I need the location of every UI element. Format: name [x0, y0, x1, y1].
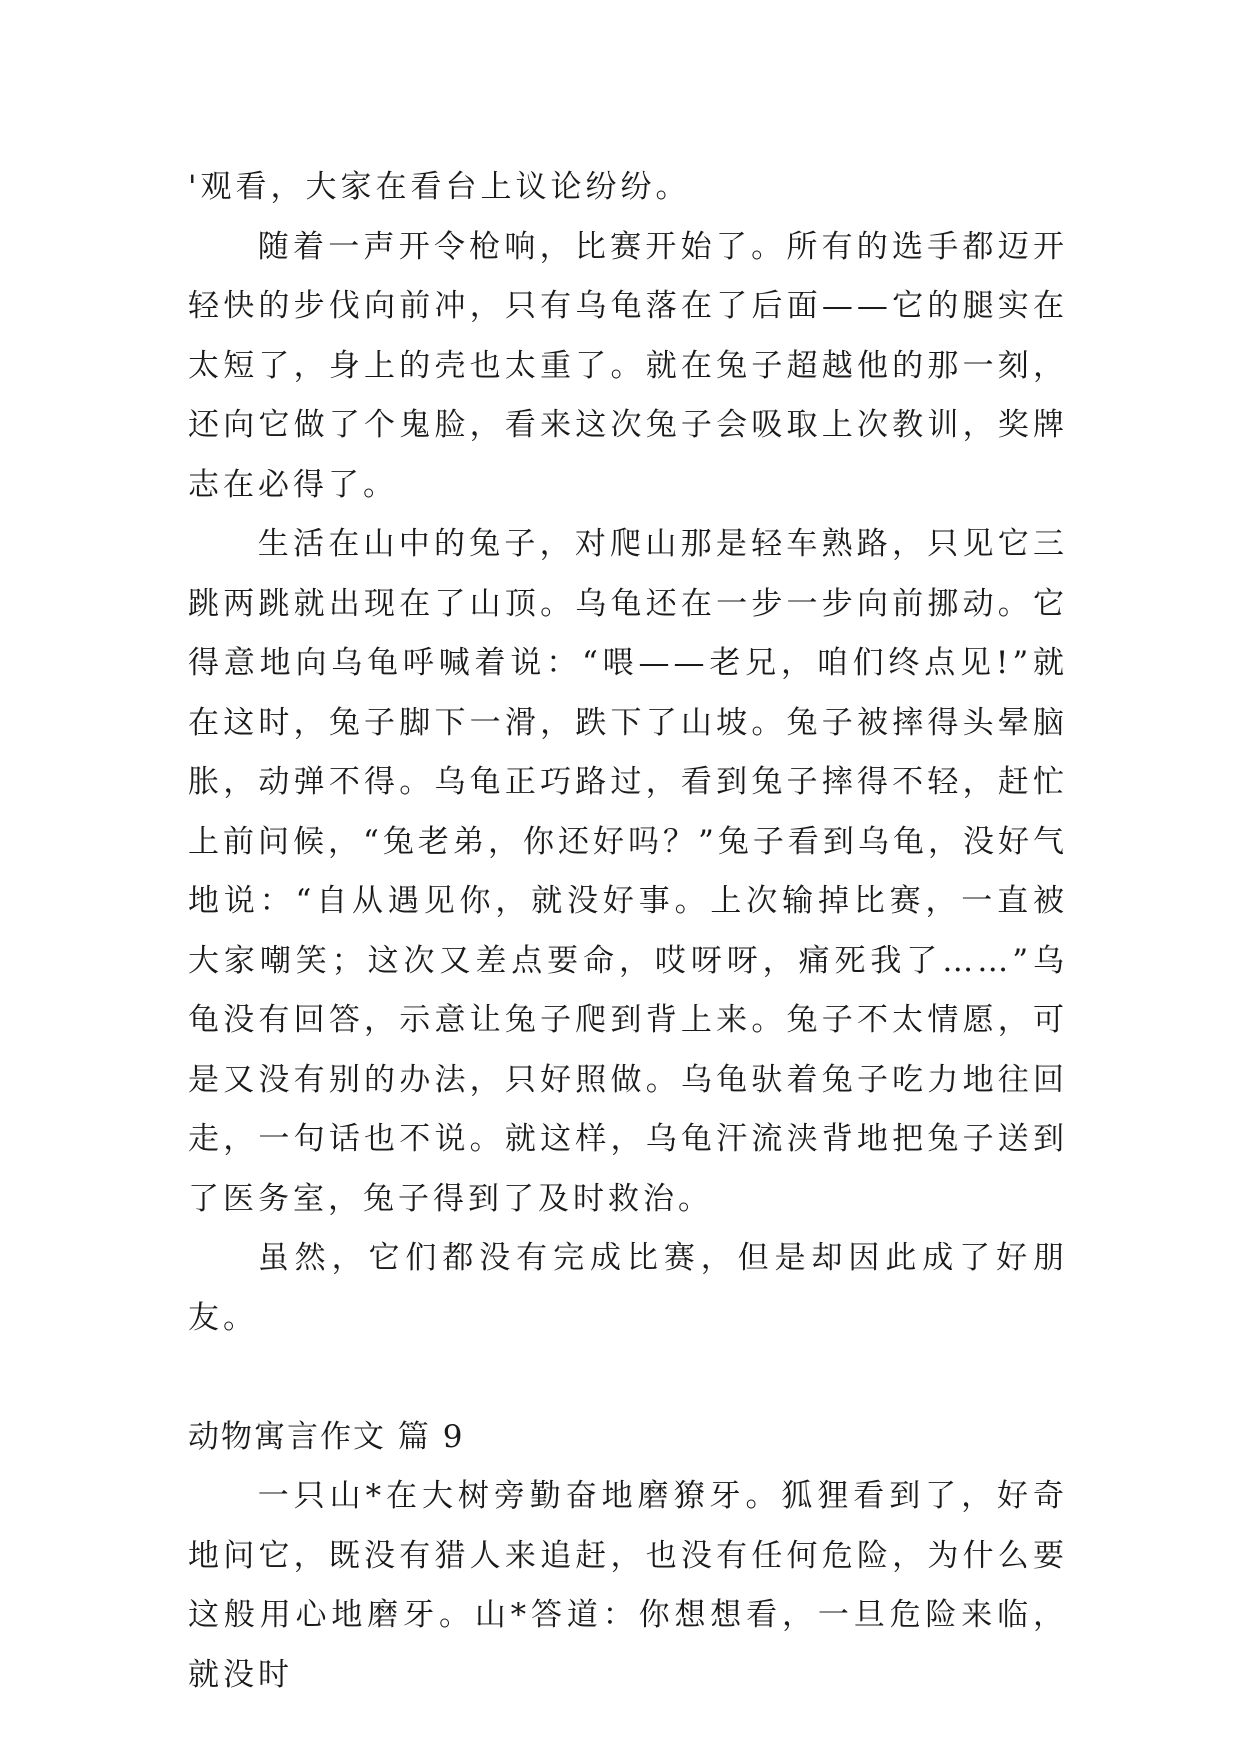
- document-body: [188, 158, 1068, 1705]
- paragraph-continuation: '观看，大家在看台上议论纷纷。: [188, 169, 691, 205]
- paragraph-boar-story: 一只山*在大树旁勤奋地磨獠牙。狐狸看到了，好奇地问它，既没有猎人来追赶，也没有任何危险，为什么要这般用心地磨牙。山*答道：你想想看，一旦危险来临，就没时: [188, 1478, 1068, 1693]
- section-heading: 动物寓言作文 篇 9: [188, 1418, 465, 1455]
- paragraph-friendship: 虽然，它们都没有完成比赛，但是却因此成了好朋友。: [188, 1240, 1068, 1336]
- paragraph-rabbit-fall: 生活在山中的兔子，对爬山那是轻车熟路，只见它三跳两跳就出现在了山顶。乌龟还在一步一步向前挪动。它得意地向乌龟呼喊着说：“喂——老兄，咱们终点见!”就在这时，兔子脚下一滑，跌下了山坡。兔子被摔得头晕脑胀，动弹不得。乌龟正巧路过，看到兔子摔得不轻，赶忙上前问候，“兔老弟，你还好吗？”兔子看到乌龟，没好气地说：“自从遇见你，就没好事。上次输掉比赛，一直被大家嘲笑；这次又差点要命，哎呀呀，痛死我了……”乌龟没有回答，示意让兔子爬到背上来。兔子不太情愿，可是又没有别的办法，只好照做。乌龟驮着兔子吃力地往回走，一句话也不说。就这样，乌龟汗流浃背地把兔子送到了医务室，兔子得到了及时救治。: [188, 526, 1068, 1217]
- paragraph-race-start: 随着一声开令枪响，比赛开始了。所有的选手都迈开轻快的步伐向前冲，只有乌龟落在了后面——它的腿实在太短了，身上的壳也太重了。就在兔子超越他的那一刻，还向它做了个鬼脸，看来这次兔子会吸取上次教训，奖牌志在必得了。: [188, 228, 1068, 503]
